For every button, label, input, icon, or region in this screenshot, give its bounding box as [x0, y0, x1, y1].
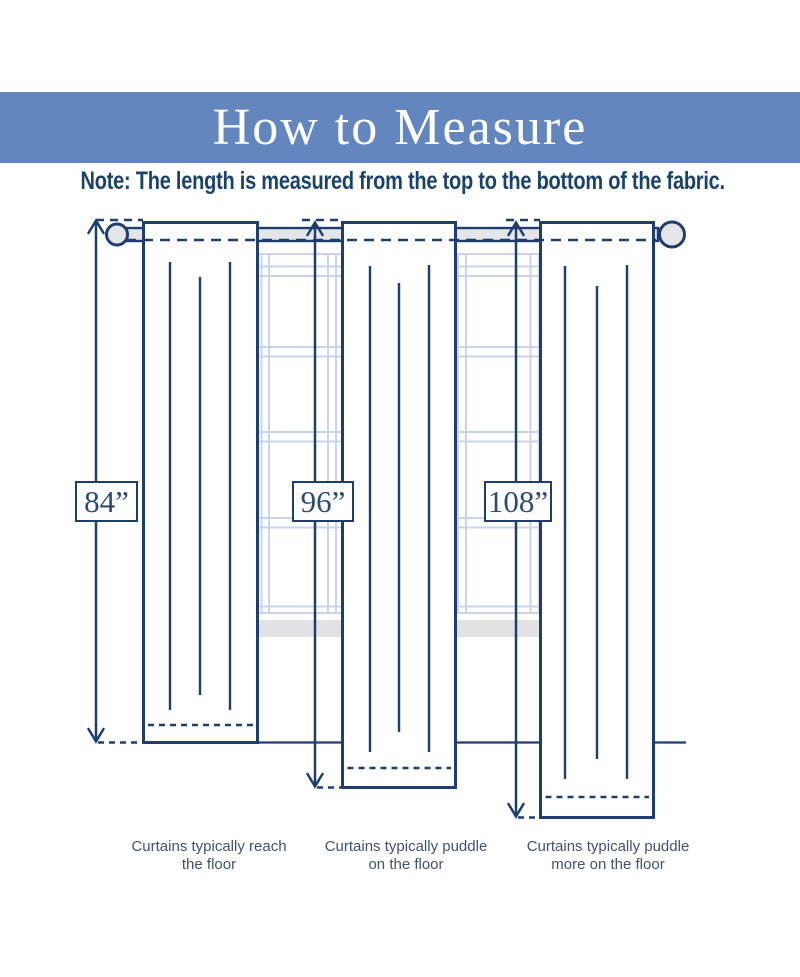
measurement-note-text: Note: The length is measured from the top to the bottom of the fabric. — [80, 167, 725, 195]
caption-84-line1: Curtains typically reach — [131, 838, 287, 855]
page-title: How to Measure — [212, 99, 588, 156]
curtain-panel-96 — [343, 223, 456, 788]
caption-84-line2: the floor — [181, 856, 237, 873]
measurement-label-108 — [484, 481, 552, 522]
caption-96-line2: on the floor — [368, 856, 444, 873]
curtain-panel-108 — [541, 223, 654, 818]
caption-108-line1: Curtains typically puddle — [526, 838, 690, 855]
rod-finial-right — [660, 222, 685, 247]
caption-84 — [131, 838, 286, 874]
caption-108-line2: more on the floor — [551, 856, 665, 873]
rod-finial-left — [107, 224, 128, 245]
measurement-label-84 — [75, 481, 138, 522]
measurement-value-96: 96” — [300, 484, 346, 519]
caption-96 — [325, 838, 488, 874]
caption-96-line1: Curtains typically puddle — [324, 838, 488, 855]
measurement-value-108: 108” — [487, 484, 549, 519]
curtain-panel-84 — [144, 223, 258, 743]
measurement-value-84: 84” — [84, 484, 129, 519]
measurement-label-96 — [292, 481, 354, 522]
caption-108 — [527, 838, 690, 874]
